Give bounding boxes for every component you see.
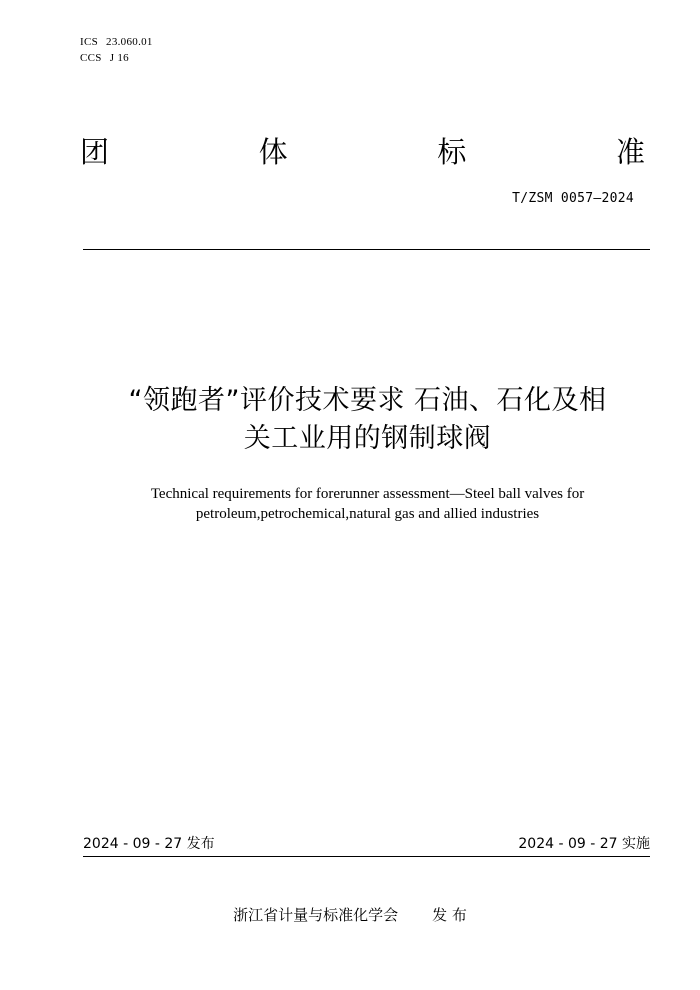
english-title-line-1: Technical requirements for forerunner assessment—Steel ball valves for — [150, 486, 585, 502]
ics-label: ICS — [80, 36, 99, 48]
ics-code: 23.060.01 — [106, 36, 153, 48]
publish-date: 2024 - 09 - 27 发布 — [83, 836, 215, 852]
heading-char-1: 团 — [80, 135, 110, 169]
chinese-title — [80, 382, 655, 458]
ccs-label: CCS — [80, 52, 102, 64]
publisher-name: 浙江省计量与标准化学会 — [233, 906, 399, 924]
date-row — [83, 835, 650, 853]
top-divider — [83, 249, 650, 250]
standard-type-heading — [80, 132, 645, 172]
classification-codes — [80, 34, 153, 66]
chinese-title-line-2: 关工业用的钢制球阀 — [243, 423, 492, 454]
chinese-title-line-1: “领跑者”评价技术要求 石油、石化及相 — [128, 385, 607, 416]
heading-char-4: 准 — [615, 135, 645, 169]
ccs-code: J 16 — [109, 52, 129, 64]
ics-line — [80, 34, 153, 50]
implement-date: 2024 - 09 - 27 实施 — [518, 836, 650, 852]
standard-number: T/ZSM 0057—2024 — [512, 191, 634, 206]
bottom-divider — [83, 856, 650, 857]
heading-char-3: 标 — [437, 135, 467, 169]
ccs-line — [80, 50, 153, 66]
publisher — [0, 905, 700, 925]
english-title-line-2: petroleum,petrochemical,natural gas and allied industries — [195, 506, 540, 522]
heading-char-2: 体 — [258, 135, 288, 169]
english-title — [90, 484, 645, 524]
publisher-action: 发 布 — [432, 906, 467, 924]
